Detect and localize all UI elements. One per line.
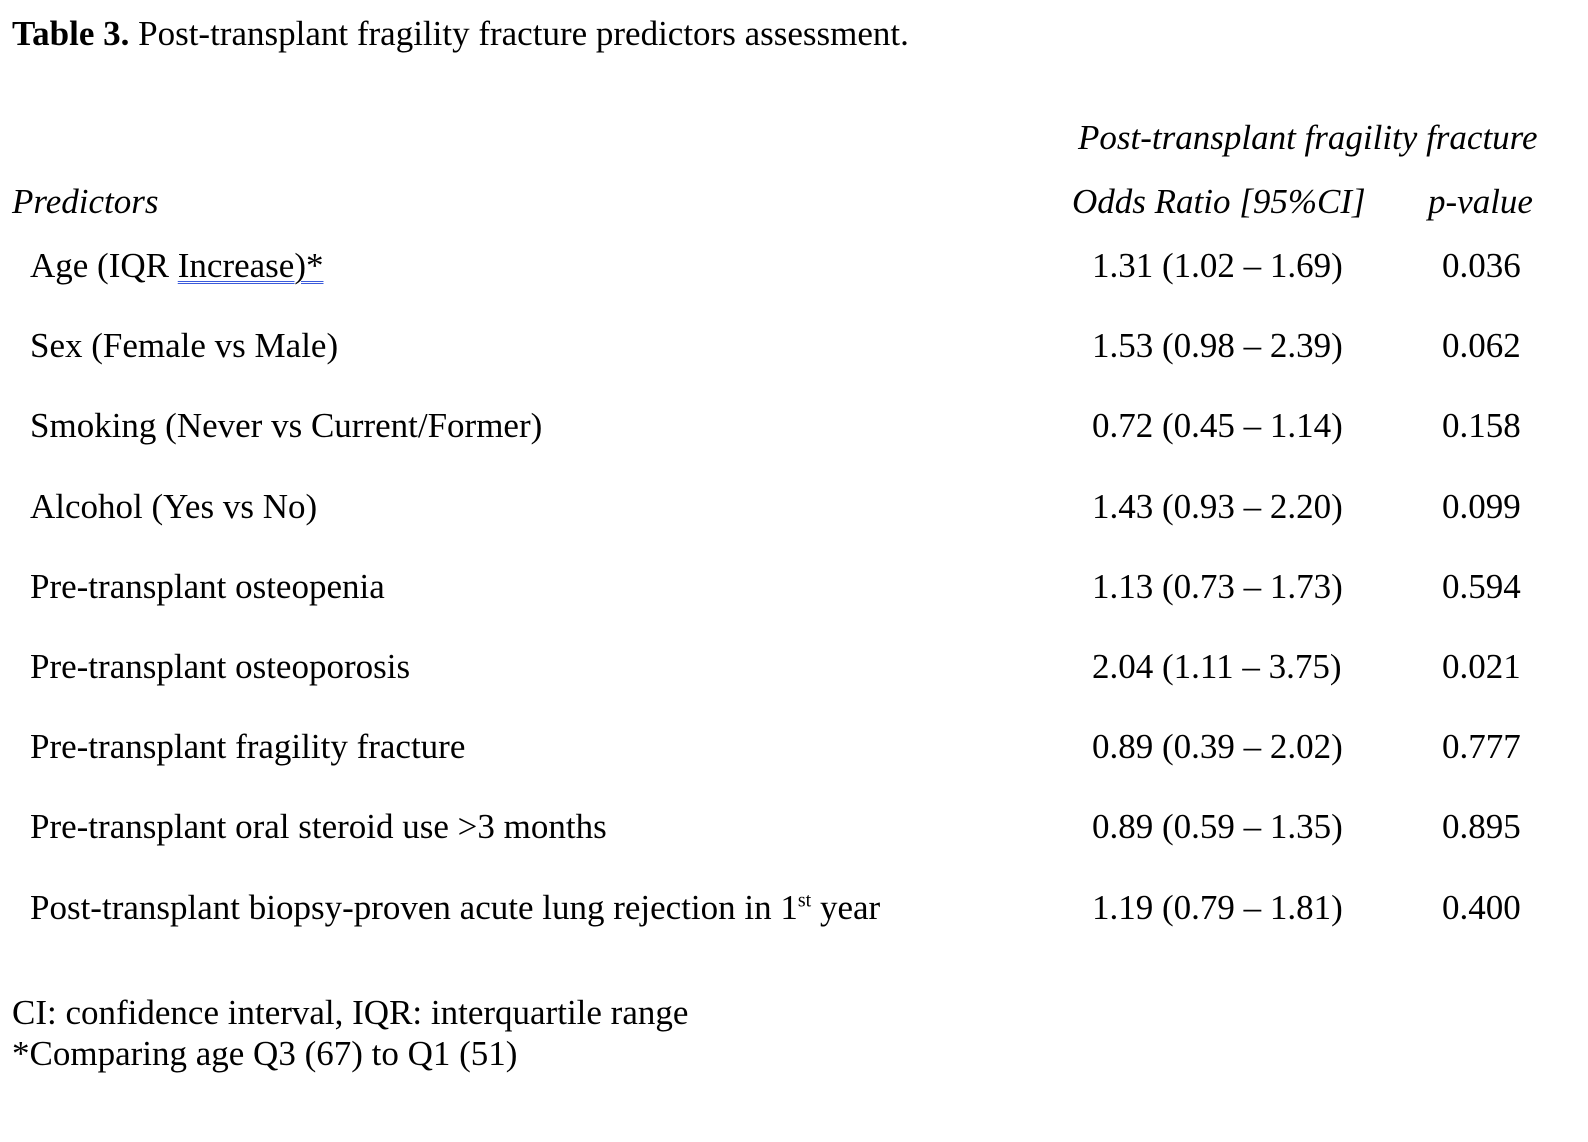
odds-ratio-cell: 1.31 (1.02 – 1.69) xyxy=(1092,246,1343,285)
table-footnotes xyxy=(12,992,688,1074)
column-group-header: Post-transplant fragility fracture xyxy=(1078,118,1538,157)
predictor-cell: Alcohol (Yes vs No) xyxy=(30,486,318,526)
predictor-cell: Smoking (Never vs Current/Former) xyxy=(30,406,543,446)
predictor-cell xyxy=(30,246,323,286)
p-value-cell: 0.062 xyxy=(1442,326,1521,366)
predictor-cell: Pre-transplant fragility fracture xyxy=(30,727,466,767)
p-value-cell: 0.036 xyxy=(1442,246,1521,285)
predictor-text: Post-transplant biopsy-proven acute lung rejection in 1 xyxy=(30,887,798,927)
predictor-text: Age (IQR xyxy=(30,246,178,285)
odds-ratio-cell: 2.04 (1.11 – 3.75) xyxy=(1092,646,1342,686)
odds-ratio-cell: 1.19 (0.79 – 1.81) xyxy=(1092,887,1343,927)
table-row xyxy=(0,487,1588,567)
table-row xyxy=(0,647,1588,727)
column-header-odds-ratio: Odds Ratio [95%CI] xyxy=(1072,182,1366,221)
predictor-cell: Sex (Female vs Male) xyxy=(30,326,339,366)
table-row xyxy=(0,888,1588,968)
table-row xyxy=(0,807,1588,887)
predictor-text-suffix: year xyxy=(811,887,881,927)
p-value-cell: 0.158 xyxy=(1442,406,1521,446)
table-title: Post-transplant fragility fracture predictors assessment. xyxy=(129,14,909,53)
table-body xyxy=(0,246,1588,968)
odds-ratio-cell: 0.72 (0.45 – 1.14) xyxy=(1092,406,1343,446)
p-value-cell: 0.400 xyxy=(1442,887,1521,927)
predictor-cell: Pre-transplant osteopenia xyxy=(30,566,385,606)
table-row xyxy=(0,326,1588,406)
predictor-text-underlined: Increase)* xyxy=(177,246,324,285)
table-row xyxy=(0,727,1588,807)
predictor-cell: Pre-transplant oral steroid use >3 months xyxy=(30,807,607,847)
table-row xyxy=(0,406,1588,486)
odds-ratio-cell: 1.13 (0.73 – 1.73) xyxy=(1092,566,1343,606)
column-header-predictors: Predictors xyxy=(12,182,159,221)
table-caption xyxy=(12,14,909,54)
table-row xyxy=(0,567,1588,647)
odds-ratio-cell: 0.89 (0.39 – 2.02) xyxy=(1092,727,1343,767)
predictor-cell: Pre-transplant osteoporosis xyxy=(30,646,411,686)
odds-ratio-cell: 0.89 (0.59 – 1.35) xyxy=(1092,807,1343,847)
odds-ratio-cell: 1.43 (0.93 – 2.20) xyxy=(1092,486,1343,526)
table-number-label: Table 3. xyxy=(12,14,130,53)
footnote-abbreviations: CI: confidence interval, IQR: interquartile range xyxy=(12,993,689,1032)
predictor-cell xyxy=(30,888,880,928)
odds-ratio-cell: 1.53 (0.98 – 2.39) xyxy=(1092,326,1343,366)
p-value-cell: 0.099 xyxy=(1442,486,1521,526)
p-value-cell: 0.021 xyxy=(1442,646,1521,686)
p-value-cell: 0.777 xyxy=(1442,727,1521,767)
table-row xyxy=(0,246,1588,326)
p-value-cell: 0.594 xyxy=(1442,566,1521,606)
ordinal-superscript: st xyxy=(797,888,812,911)
footnote-age-comparison: *Comparing age Q3 (67) to Q1 (51) xyxy=(12,1034,518,1073)
column-header-p-value: p-value xyxy=(1428,182,1533,221)
p-value-cell: 0.895 xyxy=(1442,807,1521,847)
